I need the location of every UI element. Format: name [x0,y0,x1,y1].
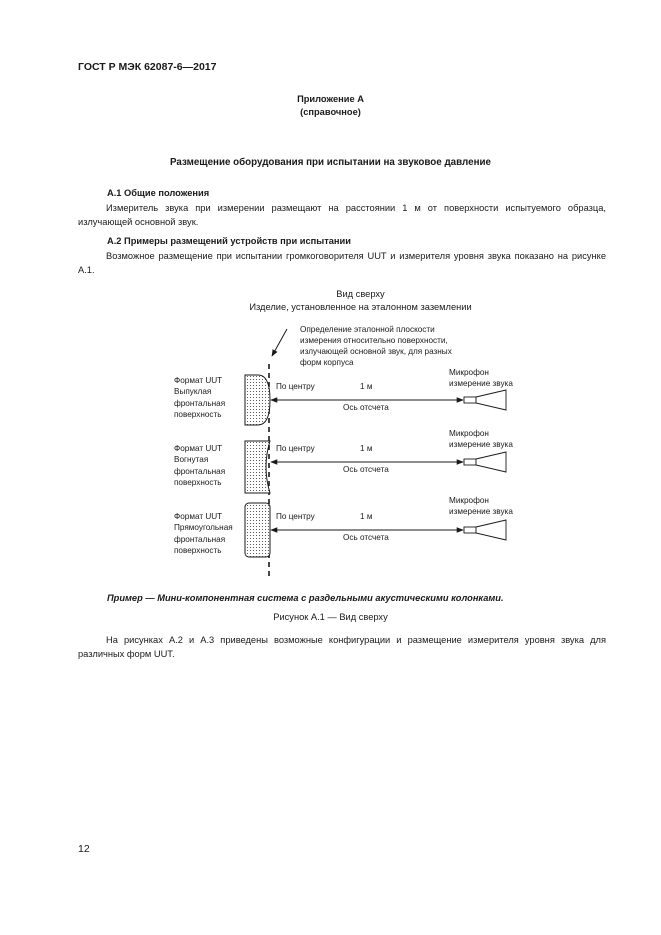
microphone-body-2 [464,459,476,465]
figure-view-subtitle: Изделие, установленное на эталонном заземлении [249,302,472,312]
format-line: поверхность [174,478,222,488]
center-label-1: По центру [276,382,315,391]
closing-paragraph: На рисунках А.2 и А.3 приведены возможные конфигурации и размещение измерителя уровня звука для различных форм UUT. [78,635,606,659]
center-label-2: По центру [276,444,315,453]
mic-line: Микрофон [449,368,489,377]
mic-line: Микрофон [449,496,489,505]
mic-label-3 [449,495,513,518]
document-header: ГОСТ Р МЭК 62087-6—2017 [78,61,217,73]
microphone-cone-1 [476,390,506,410]
uut-format-label-3 [174,511,233,557]
figure-note [300,324,452,368]
microphone-cone-3 [476,520,506,540]
format-line: фронтальная [174,466,226,476]
figure-note-line: Определение эталонной плоскости [300,325,435,334]
figure-caption: Рисунок А.1 — Вид сверху [273,612,388,622]
format-line: Прямоугольная [174,523,233,533]
figure-note-line: измерения относительно поверхности, [300,336,448,345]
section-text-a1: Измеритель звука при измерении размещают на расстоянии 1 м от поверхности испытуемого образца, излучающей основной звук. [78,203,606,227]
format-line: Выпуклая [174,387,212,397]
format-line: Формат UUT [174,376,223,385]
section-heading-a2: А.2 Примеры размещений устройств при испытании [107,236,351,246]
uut-format-label-2 [174,443,225,489]
uut-concave-shape [245,441,270,493]
annex-subtitle: (справочное) [300,107,361,117]
uut-rectangular-shape [245,503,270,557]
axis-label-3: Ось отсчета [343,533,389,542]
microphone-body-1 [464,397,476,403]
format-line: фронтальная [174,398,226,408]
format-line: Формат UUT [174,512,223,521]
mic-line: измерение звука [449,440,513,450]
format-line: Вогнутая [174,455,209,465]
microphone-body-3 [464,527,476,533]
section-heading-a1: А.1 Общие положения [107,188,210,198]
figure-example: Пример — Мини-компонентная система с раздельными акустическими колонками. [107,593,504,603]
uut-format-label-1 [174,375,225,421]
axis-label-1: Ось отсчета [343,403,389,412]
format-line: Формат UUT [174,444,223,453]
annex-title: Приложение А [297,94,364,104]
distance-label-2: 1 м [360,444,373,453]
annex-heading: Размещение оборудования при испытании на звуковое давление [170,157,491,168]
figure-note-line: форм корпуса [300,358,354,367]
format-line: поверхность [174,410,222,420]
distance-label-3: 1 м [360,512,373,521]
uut-convex-shape [245,375,270,425]
distance-label-1: 1 м [360,382,373,391]
mic-label-1 [449,367,513,390]
mic-label-2 [449,428,513,451]
mic-line: измерение звука [449,507,513,517]
note-leader-arrow [272,329,287,356]
mic-line: измерение звука [449,379,513,389]
mic-line: Микрофон [449,429,489,438]
section-text-a2: Возможное размещение при испытании громкоговорителя UUT и измерителя уровня звука показано на рисунке А.1. [78,251,606,275]
format-line: поверхность [174,546,222,556]
page-number: 12 [78,843,90,855]
microphone-cone-2 [476,452,506,472]
format-line: фронтальная [174,534,226,544]
axis-label-2: Ось отсчета [343,465,389,474]
figure-note-line: излучающей основной звук, для разных [300,347,452,356]
center-label-3: По центру [276,512,315,521]
figure-view-title: Вид сверху [336,289,385,299]
